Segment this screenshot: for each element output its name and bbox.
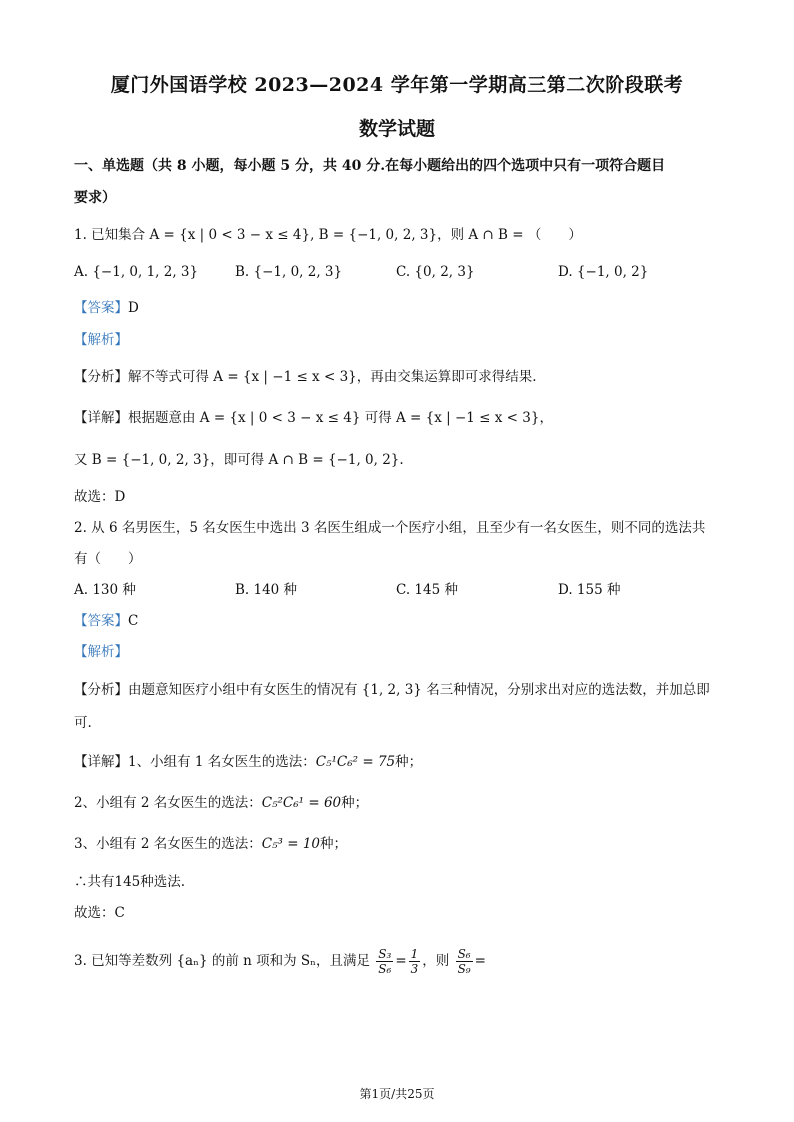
q2-option-b: B. 140 种 [235,582,298,598]
q2-detail-1-text: 【详解】1、小组有 1 名女医生的选法： [74,754,316,770]
q1-option-d: D. {−1, 0, 2} [558,264,649,280]
q3-frac2-num: 1 [410,947,419,961]
q2-detail-2-unit: 种； [341,795,369,811]
q2-detail-3-expr: C₅³ = 10 [261,836,320,852]
q3-stem [74,945,486,977]
q2-detail-3-text: 3、小组有 2 名女医生的选法： [74,836,262,852]
q2-option-c: C. 145 种 [396,582,458,598]
q2-option-d: D. 155 种 [558,582,621,598]
q2-detail-3-unit: 种； [320,836,347,852]
q2-detail-2-text: 2、小组有 2 名女医生的选法： [74,795,262,811]
q1-answer: D [128,300,139,316]
q2-detail-1-unit: 种； [395,754,423,770]
q3-fraction-one-third [409,947,421,976]
q1-option-c: C. {0, 2, 3} [396,264,475,280]
q1-option-b: B. {−1, 0, 2, 3} [235,264,343,280]
q3-frac3-den: S₉ [457,962,471,976]
q1-analysis-label: 【解析】 [74,332,128,348]
q2-detail-1 [74,752,422,772]
q1-detail-line1: 【详解】根据题意由 A = {x | 0 < 3 − x ≤ 4} 可得 A = {x | −1 ≤ x < 3}， [74,410,553,426]
q3-fraction-s3-s6 [376,947,393,976]
q3-fraction-s6-s9 [456,947,473,976]
q3-stem-mid: ，则 [422,953,450,969]
q3-equals-1: = [395,953,407,969]
q1-detail-line2: 又 B = {−1, 0, 2, 3}，即可得 A ∩ B = {−1, 0, 2}. [74,452,404,468]
q3-frac1-den: S₆ [378,962,392,976]
q2-answer: C [128,613,139,629]
q3-stem-text: 3. 已知等差数列 {aₙ} 的前 n 项和为 Sₙ，且满足 [74,953,370,969]
q2-total: ∴共有145种选法. [74,874,186,890]
q2-choose: 故选：C [74,905,125,921]
q2-fenxi-line2: 可. [74,715,92,731]
q2-detail-2-expr: C₅²C₆¹ = 60 [261,795,342,811]
q3-frac3-num: S₆ [457,947,471,961]
q2-detail-1-expr: C₅¹C₆² = 75 [315,754,396,770]
q2-option-a: A. 130 种 [74,582,136,598]
q2-answer-row [74,611,138,631]
q3-frac2-den: 3 [410,962,419,976]
q2-detail-2 [74,793,368,813]
q1-fenxi: 【分析】解不等式可得 A = {x | −1 ≤ x < 3}，再由交集运算即可求得结果. [74,369,537,385]
q1-answer-label: 【答案】 [74,300,128,316]
q2-stem-line1: 2. 从 6 名男医生，5 名女医生中选出 3 名医生组成一个医疗小组，且至少有一名女医生，则不同的选法共 [74,520,706,536]
q1-choose: 故选：D [74,489,126,505]
page-footer: 第1页/共25页 [359,1087,435,1101]
q2-answer-label: 【答案】 [74,613,128,629]
q3-equals-2: = [474,953,486,969]
section-heading-line1: 一、单选题（共 8 小题，每小题 5 分，共 40 分.在每小题给出的四个选项中只有一项符合题目 [74,158,666,174]
q1-stem: 1. 已知集合 A = {x | 0 < 3 − x ≤ 4}, B = {−1, 0, 2, 3}，则 A ∩ B = （ ） [74,227,582,243]
q1-option-a: A. {−1, 0, 1, 2, 3} [74,264,199,280]
page-subtitle: 数学试题 [358,118,435,140]
page-title: 厦门外国语学校 2023—2024 学年第一学期高三第二次阶段联考 [110,74,684,96]
section-heading-line2: 要求） [74,190,116,206]
q1-answer-row [74,298,139,318]
q2-fenxi-line1: 【分析】由题意知医疗小组中有女医生的情况有 {1, 2, 3} 名三种情况，分别求出对应的选法数，并加总即 [74,682,710,698]
q2-detail-3 [74,834,347,854]
q2-stem-line2: 有（ ） [74,551,142,567]
q2-analysis-label: 【解析】 [74,644,128,660]
q3-frac1-num: S₃ [378,947,392,961]
